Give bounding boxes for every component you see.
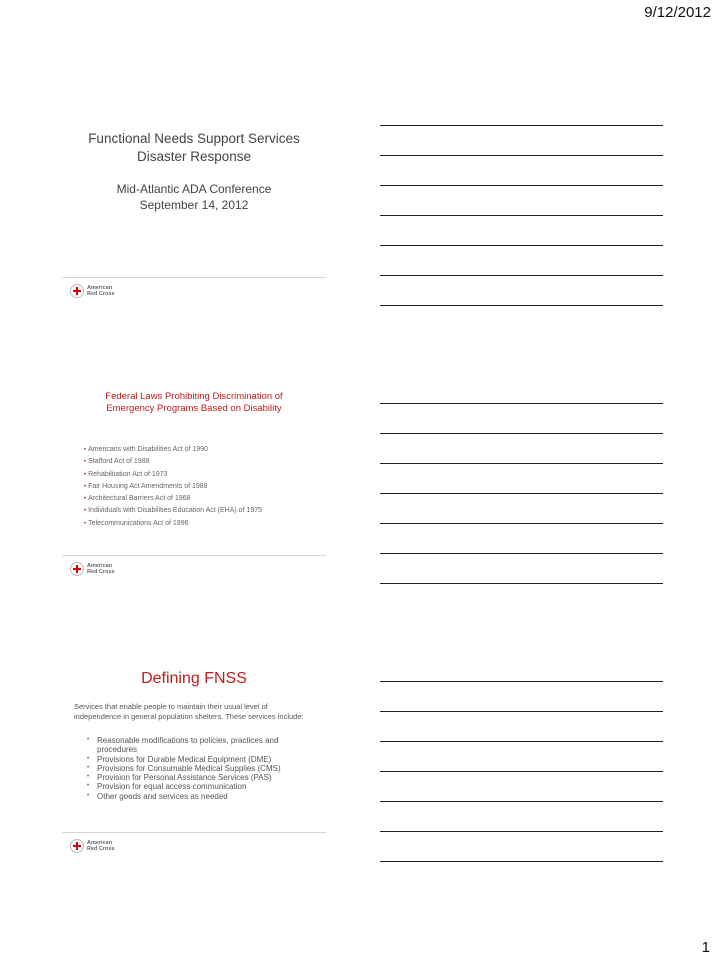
slide-3-service-list [87, 736, 317, 801]
note-line [380, 861, 663, 862]
red-cross-icon [70, 839, 84, 853]
slide-footer-rule [62, 277, 326, 278]
page-date: 9/12/2012 [644, 4, 711, 21]
page-number: 1 [701, 939, 710, 956]
note-line [380, 583, 663, 584]
note-line [380, 155, 663, 156]
red-cross-logo [70, 562, 115, 576]
list-item: • Individuals with Disabilities Education Act (EHA) of 1975 [84, 507, 263, 515]
note-line [380, 185, 663, 186]
bullet-icon: • [84, 520, 87, 527]
logo-text: American Red Cross [87, 285, 115, 297]
bullet-icon: • [84, 459, 87, 466]
slide-footer-rule [62, 832, 326, 833]
note-line [380, 245, 663, 246]
note-line [380, 403, 663, 404]
bullet-icon: • [87, 737, 90, 743]
note-line [380, 681, 663, 682]
list-item: • Provisions for Durable Medical Equipment (DME) [87, 754, 272, 764]
bullet-icon: • [84, 447, 87, 453]
slide-3-thumbnail [62, 650, 326, 850]
bullet-icon: • [87, 764, 90, 771]
slide-3-body: Services that enable people to maintain their usual level of independence in general population shelters. These services include: [74, 702, 304, 721]
list-item: • Provisions for Consumable Medical Supplies (CMS) [87, 763, 281, 773]
bullet-icon: • [87, 783, 90, 790]
note-line [380, 125, 663, 126]
list-item: • Fair Housing Act Amendments of 1988 [84, 482, 208, 490]
note-line [380, 215, 663, 216]
list-item: • Stafford Act of 1988 [84, 458, 150, 466]
list-item: • Provision for equal access communication [87, 782, 247, 792]
note-line [380, 741, 663, 742]
red-cross-icon [70, 562, 84, 576]
bullet-icon: • [84, 496, 87, 503]
note-line [380, 275, 663, 276]
note-line [380, 463, 663, 464]
list-item: • Americans with Disabilities Act of 1990 [84, 446, 208, 453]
bullet-icon: • [84, 471, 87, 478]
logo-text: American Red Cross [87, 840, 115, 852]
slide-3-title: Defining FNSS [141, 670, 247, 687]
slide-1-thumbnail [62, 95, 326, 295]
bullet-icon: • [84, 508, 87, 515]
list-item: • Reasonable modifications to policies, practices and procedures [87, 736, 279, 755]
bullet-icon: • [84, 483, 87, 490]
slide-2-law-list [84, 444, 262, 530]
slide-1-subtitle: Mid-Atlantic ADA Conference September 14, 2012 [116, 182, 272, 212]
slide-2-title: Federal Laws Prohibiting Discrimination of Emergency Programs Based on Disability [105, 391, 283, 414]
note-line [380, 771, 663, 772]
red-cross-logo [70, 284, 115, 298]
bullet-icon: • [87, 755, 90, 762]
note-line [380, 801, 663, 802]
bullet-icon: • [87, 792, 90, 799]
note-line [380, 711, 663, 712]
note-line [380, 831, 663, 832]
slide-1-title: Functional Needs Support Services Disaster Response [88, 131, 300, 164]
note-line [380, 305, 663, 306]
red-cross-logo [70, 839, 115, 853]
slide-footer-rule [62, 555, 326, 556]
list-item: • Other goods and services as needed [87, 791, 228, 801]
bullet-icon: • [87, 774, 90, 781]
note-line [380, 553, 663, 554]
slide-2-thumbnail [62, 373, 326, 573]
red-cross-icon [70, 284, 84, 298]
note-line [380, 493, 663, 494]
note-line [380, 523, 663, 524]
list-item: • Provision for Personal Assistance Services (PAS) [87, 773, 272, 783]
list-item: • Telecommunications Act of 1996 [84, 519, 189, 527]
list-item: • Architectural Barriers Act of 1968 [84, 495, 191, 503]
note-line [380, 433, 663, 434]
list-item: • Rehabilitation Act of 1973 [84, 470, 168, 478]
logo-text: American Red Cross [87, 563, 115, 575]
